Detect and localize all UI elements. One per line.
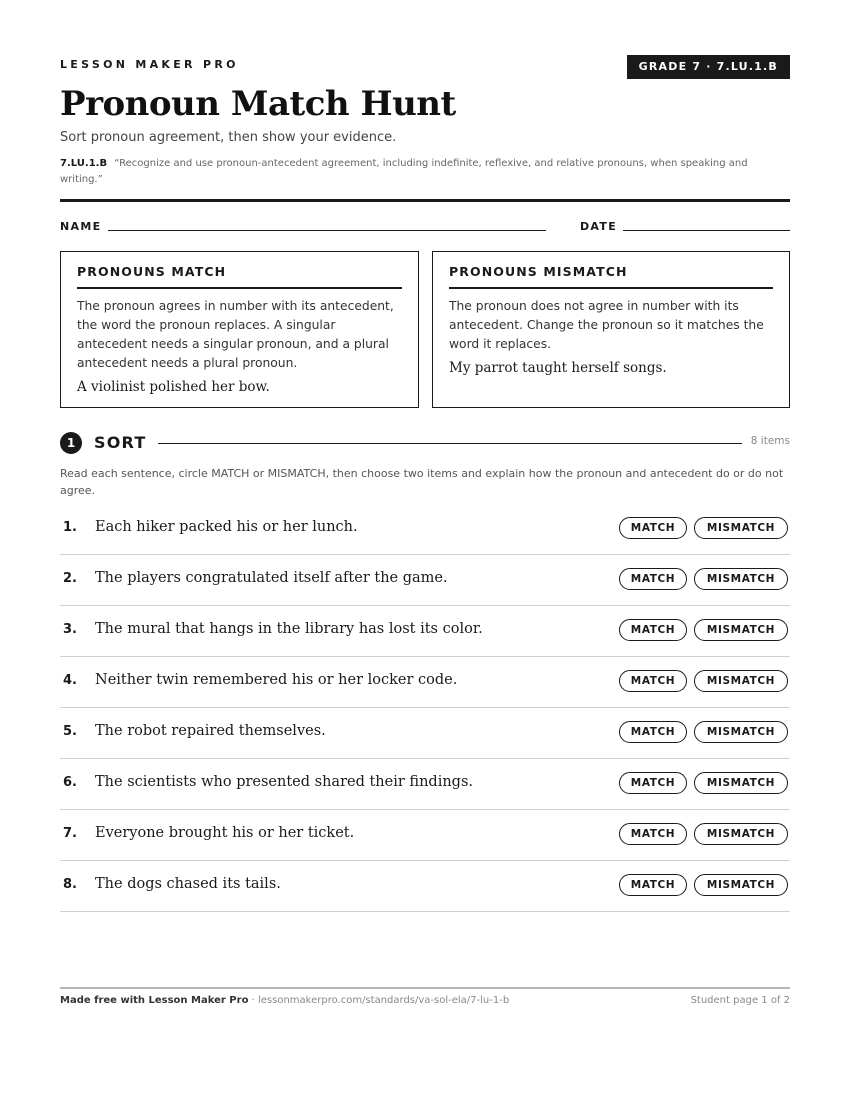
page-title: Pronoun Match Hunt xyxy=(60,84,456,124)
box-title: PRONOUNS MISMATCH xyxy=(449,264,773,289)
page-subtitle: Sort pronoun agreement, then show your evidence. xyxy=(60,130,397,145)
name-field[interactable] xyxy=(108,230,546,231)
box-example: My parrot taught herself songs. xyxy=(449,360,667,376)
standard-text: “Recognize and use pronoun-antecedent agreement, including indefinite, reflexive, and relative pronouns, when speaking and writing.” xyxy=(60,158,748,185)
footer-page-number: Student page 1 of 2 xyxy=(690,995,790,1006)
standard-statement xyxy=(60,156,790,188)
match-option[interactable]: MATCH xyxy=(619,517,687,539)
box-description: The pronoun does not agree in number with its antecedent. Change the pronoun so it matches the word it replaces. xyxy=(449,299,764,351)
match-option[interactable]: MATCH xyxy=(619,721,687,743)
mismatch-option[interactable]: MISMATCH xyxy=(694,670,788,692)
item-number: 5. xyxy=(63,724,77,739)
list-item xyxy=(60,708,790,759)
mismatch-option[interactable]: MISMATCH xyxy=(694,721,788,743)
list-item xyxy=(60,657,790,708)
section-divider xyxy=(158,443,742,444)
mismatch-option[interactable]: MISMATCH xyxy=(694,517,788,539)
item-number: 7. xyxy=(63,826,77,841)
pronouns-match-box xyxy=(60,251,419,408)
match-option[interactable]: MATCH xyxy=(619,772,687,794)
item-sentence: The players congratulated itself after the game. xyxy=(95,570,448,586)
name-label: NAME xyxy=(60,220,102,233)
date-field[interactable] xyxy=(623,230,790,231)
item-sentence: The scientists who presented shared their findings. xyxy=(95,774,473,790)
brand-name: LESSON MAKER PRO xyxy=(60,58,239,71)
item-number: 4. xyxy=(63,673,77,688)
item-number: 2. xyxy=(63,571,77,586)
box-title: PRONOUNS MATCH xyxy=(77,264,402,289)
header-divider xyxy=(60,199,790,202)
item-sentence: The dogs chased its tails. xyxy=(95,876,281,892)
list-item xyxy=(60,504,790,555)
section-title: SORT xyxy=(94,433,147,452)
footer-divider xyxy=(60,987,790,989)
date-label: DATE xyxy=(580,220,618,233)
mismatch-option[interactable]: MISMATCH xyxy=(694,772,788,794)
footer-credit xyxy=(60,995,509,1006)
list-item xyxy=(60,861,790,912)
list-item xyxy=(60,555,790,606)
match-option[interactable]: MATCH xyxy=(619,670,687,692)
item-sentence: Each hiker packed his or her lunch. xyxy=(95,519,358,535)
mismatch-option[interactable]: MISMATCH xyxy=(694,874,788,896)
item-sentence: The robot repaired themselves. xyxy=(95,723,326,739)
mismatch-option[interactable]: MISMATCH xyxy=(694,619,788,641)
mismatch-option[interactable]: MISMATCH xyxy=(694,568,788,590)
item-list xyxy=(60,504,790,912)
match-option[interactable]: MATCH xyxy=(619,619,687,641)
item-number: 1. xyxy=(63,520,77,535)
match-option[interactable]: MATCH xyxy=(619,823,687,845)
section-instructions: Read each sentence, circle MATCH or MISMATCH, then choose two items and explain how the pronoun and antecedent do or do not agree. xyxy=(60,467,784,497)
item-number: 8. xyxy=(63,877,77,892)
worksheet-page xyxy=(60,0,790,1100)
list-item xyxy=(60,759,790,810)
grade-badge: GRADE 7 · 7.LU.1.B xyxy=(627,55,790,79)
footer-maker: Made free with Lesson Maker Pro xyxy=(60,995,249,1006)
match-option[interactable]: MATCH xyxy=(619,568,687,590)
mismatch-option[interactable]: MISMATCH xyxy=(694,823,788,845)
item-sentence: Everyone brought his or her ticket. xyxy=(95,825,355,841)
standard-code: 7.LU.1.B xyxy=(60,158,108,169)
footer-url[interactable]: · lessonmakerpro.com/standards/va-sol-ela/7-lu-1-b xyxy=(248,995,510,1006)
list-item xyxy=(60,810,790,861)
item-number: 3. xyxy=(63,622,77,637)
item-sentence: The mural that hangs in the library has lost its color. xyxy=(95,621,483,637)
item-sentence: Neither twin remembered his or her locker code. xyxy=(95,672,458,688)
section-number-badge: 1 xyxy=(60,432,82,454)
list-item xyxy=(60,606,790,657)
box-description: The pronoun agrees in number with its antecedent, the word the pronoun replaces. A singular antecedent needs a singular pronoun, and a plural antecedent needs a plural pronoun. xyxy=(77,299,394,370)
match-option[interactable]: MATCH xyxy=(619,874,687,896)
pronouns-mismatch-box xyxy=(432,251,790,408)
item-number: 6. xyxy=(63,775,77,790)
item-count: 8 items xyxy=(750,435,790,447)
box-example: A violinist polished her bow. xyxy=(77,379,270,395)
